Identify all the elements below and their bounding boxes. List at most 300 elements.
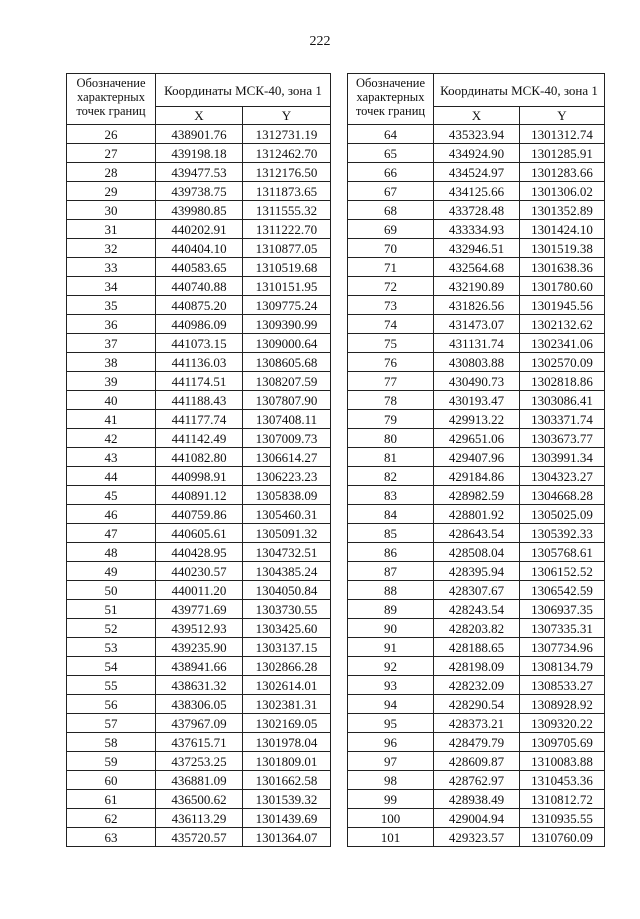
table-row [67, 657, 331, 676]
x-header: X [434, 107, 520, 125]
x-coordinate-cell: 434125.66 [434, 182, 520, 201]
point-number-cell: 98 [348, 771, 434, 790]
table-row [348, 334, 605, 353]
table-row [348, 619, 605, 638]
y-coordinate-cell: 1303371.74 [520, 410, 605, 429]
point-number-cell: 33 [67, 258, 156, 277]
x-coordinate-cell: 428188.65 [434, 638, 520, 657]
point-number-cell: 28 [67, 163, 156, 182]
x-coordinate-cell: 438306.05 [156, 695, 243, 714]
y-coordinate-cell: 1302818.86 [520, 372, 605, 391]
y-coordinate-cell: 1310453.36 [520, 771, 605, 790]
point-number-cell: 62 [67, 809, 156, 828]
x-coordinate-cell: 441142.49 [156, 429, 243, 448]
table-row [348, 239, 605, 258]
coords-header: Координаты МСК-40, зона 1 [156, 74, 331, 107]
table-row [348, 429, 605, 448]
y-coordinate-cell: 1305460.31 [243, 505, 331, 524]
x-coordinate-cell: 436500.62 [156, 790, 243, 809]
coordinates-table-right [347, 73, 605, 847]
y-coordinate-cell: 1301352.89 [520, 201, 605, 220]
y-coordinate-cell: 1310151.95 [243, 277, 331, 296]
x-coordinate-cell: 440011.20 [156, 581, 243, 600]
point-number-cell: 38 [67, 353, 156, 372]
table-row [348, 353, 605, 372]
point-number-cell: 97 [348, 752, 434, 771]
point-number-cell: 91 [348, 638, 434, 657]
table-row [67, 220, 331, 239]
table-row [348, 581, 605, 600]
y-coordinate-cell: 1303673.77 [520, 429, 605, 448]
table-row [67, 828, 331, 847]
table-row [348, 277, 605, 296]
point-number-cell: 86 [348, 543, 434, 562]
y-coordinate-cell: 1310935.55 [520, 809, 605, 828]
y-coordinate-cell: 1310877.05 [243, 239, 331, 258]
y-coordinate-cell: 1308533.27 [520, 676, 605, 695]
table-row [348, 201, 605, 220]
table-row [348, 391, 605, 410]
table-row [348, 828, 605, 847]
x-coordinate-cell: 428373.21 [434, 714, 520, 733]
y-coordinate-cell: 1306937.35 [520, 600, 605, 619]
table-row [67, 752, 331, 771]
x-coordinate-cell: 440891.12 [156, 486, 243, 505]
point-number-cell: 49 [67, 562, 156, 581]
x-coordinate-cell: 430193.47 [434, 391, 520, 410]
point-number-cell: 66 [348, 163, 434, 182]
table-row [67, 524, 331, 543]
x-coordinate-cell: 432564.68 [434, 258, 520, 277]
x-coordinate-cell: 435720.57 [156, 828, 243, 847]
point-number-cell: 69 [348, 220, 434, 239]
point-number-cell: 71 [348, 258, 434, 277]
table-row [67, 771, 331, 790]
table-row [348, 809, 605, 828]
point-number-cell: 46 [67, 505, 156, 524]
x-coordinate-cell: 428508.04 [434, 543, 520, 562]
x-coordinate-cell: 428243.54 [434, 600, 520, 619]
point-number-cell: 96 [348, 733, 434, 752]
point-number-cell: 55 [67, 676, 156, 695]
y-coordinate-cell: 1301439.69 [243, 809, 331, 828]
point-number-cell: 74 [348, 315, 434, 334]
table-row [348, 771, 605, 790]
point-number-cell: 87 [348, 562, 434, 581]
x-coordinate-cell: 439771.69 [156, 600, 243, 619]
point-number-cell: 44 [67, 467, 156, 486]
point-number-cell: 78 [348, 391, 434, 410]
y-coordinate-cell: 1308207.59 [243, 372, 331, 391]
table-row [67, 239, 331, 258]
y-coordinate-cell: 1306542.59 [520, 581, 605, 600]
x-coordinate-cell: 439477.53 [156, 163, 243, 182]
x-coordinate-cell: 428762.97 [434, 771, 520, 790]
table-row [67, 372, 331, 391]
table-row [67, 182, 331, 201]
x-coordinate-cell: 429651.06 [434, 429, 520, 448]
y-header: Y [520, 107, 605, 125]
point-number-cell: 30 [67, 201, 156, 220]
x-coordinate-cell: 432946.51 [434, 239, 520, 258]
table-row [67, 695, 331, 714]
point-number-cell: 75 [348, 334, 434, 353]
table-row [348, 163, 605, 182]
x-coordinate-cell: 428290.54 [434, 695, 520, 714]
table-row [348, 125, 605, 144]
x-coordinate-cell: 437615.71 [156, 733, 243, 752]
table-row [67, 505, 331, 524]
table-row [348, 638, 605, 657]
x-coordinate-cell: 428307.67 [434, 581, 520, 600]
point-number-cell: 59 [67, 752, 156, 771]
y-coordinate-cell: 1307734.96 [520, 638, 605, 657]
y-coordinate-cell: 1302381.31 [243, 695, 331, 714]
y-coordinate-cell: 1309320.22 [520, 714, 605, 733]
x-coordinate-cell: 428395.94 [434, 562, 520, 581]
x-coordinate-cell: 439738.75 [156, 182, 243, 201]
x-coordinate-cell: 440986.09 [156, 315, 243, 334]
y-coordinate-cell: 1301780.60 [520, 277, 605, 296]
point-number-cell: 37 [67, 334, 156, 353]
table-row [348, 372, 605, 391]
y-coordinate-cell: 1309705.69 [520, 733, 605, 752]
table-row [348, 714, 605, 733]
table-row [348, 296, 605, 315]
point-number-cell: 51 [67, 600, 156, 619]
point-number-cell: 72 [348, 277, 434, 296]
point-number-cell: 90 [348, 619, 434, 638]
point-number-cell: 68 [348, 201, 434, 220]
x-coordinate-cell: 428198.09 [434, 657, 520, 676]
x-coordinate-cell: 439980.85 [156, 201, 243, 220]
y-coordinate-cell: 1310760.09 [520, 828, 605, 847]
table-row [348, 676, 605, 695]
table-row [67, 676, 331, 695]
y-coordinate-cell: 1304385.24 [243, 562, 331, 581]
x-coordinate-cell: 429184.86 [434, 467, 520, 486]
x-coordinate-cell: 440759.86 [156, 505, 243, 524]
point-number-cell: 42 [67, 429, 156, 448]
x-coordinate-cell: 432190.89 [434, 277, 520, 296]
point-number-cell: 47 [67, 524, 156, 543]
point-number-cell: 27 [67, 144, 156, 163]
y-coordinate-cell: 1312731.19 [243, 125, 331, 144]
table-row [348, 543, 605, 562]
y-coordinate-cell: 1302866.28 [243, 657, 331, 676]
y-coordinate-cell: 1311555.32 [243, 201, 331, 220]
y-coordinate-cell: 1304050.84 [243, 581, 331, 600]
x-coordinate-cell: 433334.93 [434, 220, 520, 239]
point-number-cell: 95 [348, 714, 434, 733]
table-row [67, 809, 331, 828]
point-number-cell: 92 [348, 657, 434, 676]
y-coordinate-cell: 1305392.33 [520, 524, 605, 543]
y-coordinate-cell: 1306223.23 [243, 467, 331, 486]
x-coordinate-cell: 439235.90 [156, 638, 243, 657]
point-number-cell: 31 [67, 220, 156, 239]
point-number-cell: 73 [348, 296, 434, 315]
point-number-cell: 84 [348, 505, 434, 524]
point-number-cell: 93 [348, 676, 434, 695]
table-row [67, 258, 331, 277]
coords-header: Координаты МСК-40, зона 1 [434, 74, 605, 107]
y-coordinate-cell: 1302341.06 [520, 334, 605, 353]
x-coordinate-cell: 431131.74 [434, 334, 520, 353]
table-row [348, 467, 605, 486]
y-coordinate-cell: 1301519.38 [520, 239, 605, 258]
x-coordinate-cell: 429004.94 [434, 809, 520, 828]
point-number-cell: 26 [67, 125, 156, 144]
point-number-cell: 58 [67, 733, 156, 752]
table-row [67, 600, 331, 619]
point-number-cell: 81 [348, 448, 434, 467]
y-coordinate-cell: 1303137.15 [243, 638, 331, 657]
point-number-cell: 50 [67, 581, 156, 600]
y-coordinate-cell: 1301312.74 [520, 125, 605, 144]
x-coordinate-cell: 428479.79 [434, 733, 520, 752]
table-row [67, 429, 331, 448]
table-row [348, 524, 605, 543]
table-row [348, 733, 605, 752]
coordinates-table-left [66, 73, 331, 847]
table-row [67, 714, 331, 733]
table-row [348, 695, 605, 714]
point-number-cell: 60 [67, 771, 156, 790]
y-coordinate-cell: 1301809.01 [243, 752, 331, 771]
point-number-cell: 52 [67, 619, 156, 638]
x-coordinate-cell: 440875.20 [156, 296, 243, 315]
y-coordinate-cell: 1301638.36 [520, 258, 605, 277]
x-coordinate-cell: 440605.61 [156, 524, 243, 543]
y-coordinate-cell: 1308605.68 [243, 353, 331, 372]
point-number-cell: 77 [348, 372, 434, 391]
point-number-cell: 32 [67, 239, 156, 258]
x-header: X [156, 107, 243, 125]
table-row [348, 752, 605, 771]
y-coordinate-cell: 1305838.09 [243, 486, 331, 505]
x-coordinate-cell: 439198.18 [156, 144, 243, 163]
y-coordinate-cell: 1311222.70 [243, 220, 331, 239]
x-coordinate-cell: 428203.82 [434, 619, 520, 638]
point-number-cell: 83 [348, 486, 434, 505]
x-coordinate-cell: 441188.43 [156, 391, 243, 410]
y-coordinate-cell: 1309390.99 [243, 315, 331, 334]
designation-header: Обозначение характерных точек границ [348, 74, 434, 125]
x-coordinate-cell: 428938.49 [434, 790, 520, 809]
point-number-cell: 100 [348, 809, 434, 828]
y-coordinate-cell: 1304732.51 [243, 543, 331, 562]
point-number-cell: 94 [348, 695, 434, 714]
table-row [348, 562, 605, 581]
table-row [67, 144, 331, 163]
x-coordinate-cell: 438901.76 [156, 125, 243, 144]
point-number-cell: 29 [67, 182, 156, 201]
x-coordinate-cell: 430803.88 [434, 353, 520, 372]
table-row [67, 296, 331, 315]
x-coordinate-cell: 438941.66 [156, 657, 243, 676]
table-row [67, 391, 331, 410]
y-coordinate-cell: 1311873.65 [243, 182, 331, 201]
table-row [67, 163, 331, 182]
y-coordinate-cell: 1310519.68 [243, 258, 331, 277]
x-coordinate-cell: 436881.09 [156, 771, 243, 790]
point-number-cell: 65 [348, 144, 434, 163]
point-number-cell: 34 [67, 277, 156, 296]
y-coordinate-cell: 1302169.05 [243, 714, 331, 733]
x-coordinate-cell: 430490.73 [434, 372, 520, 391]
table-row [67, 486, 331, 505]
y-coordinate-cell: 1308928.92 [520, 695, 605, 714]
x-coordinate-cell: 429323.57 [434, 828, 520, 847]
table-row [67, 790, 331, 809]
y-coordinate-cell: 1303730.55 [243, 600, 331, 619]
point-number-cell: 88 [348, 581, 434, 600]
table-row [67, 448, 331, 467]
table-row [348, 657, 605, 676]
y-coordinate-cell: 1301945.56 [520, 296, 605, 315]
y-coordinate-cell: 1303086.41 [520, 391, 605, 410]
table-row [67, 467, 331, 486]
x-coordinate-cell: 434924.90 [434, 144, 520, 163]
x-coordinate-cell: 440230.57 [156, 562, 243, 581]
y-coordinate-cell: 1301662.58 [243, 771, 331, 790]
x-coordinate-cell: 439512.93 [156, 619, 243, 638]
y-coordinate-cell: 1309000.64 [243, 334, 331, 353]
point-number-cell: 99 [348, 790, 434, 809]
y-coordinate-cell: 1303425.60 [243, 619, 331, 638]
x-coordinate-cell: 440428.95 [156, 543, 243, 562]
y-coordinate-cell: 1304668.28 [520, 486, 605, 505]
x-coordinate-cell: 441082.80 [156, 448, 243, 467]
table-row [67, 581, 331, 600]
table-row [67, 562, 331, 581]
point-number-cell: 35 [67, 296, 156, 315]
table-row [348, 182, 605, 201]
y-coordinate-cell: 1301306.02 [520, 182, 605, 201]
y-coordinate-cell: 1304323.27 [520, 467, 605, 486]
table-row [67, 125, 331, 144]
y-coordinate-cell: 1301978.04 [243, 733, 331, 752]
point-number-cell: 70 [348, 239, 434, 258]
y-coordinate-cell: 1302570.09 [520, 353, 605, 372]
y-coordinate-cell: 1305091.32 [243, 524, 331, 543]
table-body-right [348, 125, 605, 847]
x-coordinate-cell: 428982.59 [434, 486, 520, 505]
y-coordinate-cell: 1307009.73 [243, 429, 331, 448]
y-coordinate-cell: 1312176.50 [243, 163, 331, 182]
table-row [67, 619, 331, 638]
point-number-cell: 45 [67, 486, 156, 505]
point-number-cell: 54 [67, 657, 156, 676]
table-row [67, 638, 331, 657]
point-number-cell: 63 [67, 828, 156, 847]
x-coordinate-cell: 431473.07 [434, 315, 520, 334]
x-coordinate-cell: 429407.96 [434, 448, 520, 467]
x-coordinate-cell: 440202.91 [156, 220, 243, 239]
table-row [67, 277, 331, 296]
table-row [348, 600, 605, 619]
x-coordinate-cell: 428643.54 [434, 524, 520, 543]
x-coordinate-cell: 440583.65 [156, 258, 243, 277]
y-coordinate-cell: 1302614.01 [243, 676, 331, 695]
y-coordinate-cell: 1310812.72 [520, 790, 605, 809]
table-row [348, 410, 605, 429]
point-number-cell: 43 [67, 448, 156, 467]
table-row [67, 201, 331, 220]
x-coordinate-cell: 441136.03 [156, 353, 243, 372]
designation-header: Обозначение характерных точек границ [67, 74, 156, 125]
x-coordinate-cell: 440740.88 [156, 277, 243, 296]
y-coordinate-cell: 1301283.66 [520, 163, 605, 182]
point-number-cell: 79 [348, 410, 434, 429]
y-coordinate-cell: 1301285.91 [520, 144, 605, 163]
point-number-cell: 82 [348, 467, 434, 486]
table-body-left [67, 125, 331, 847]
point-number-cell: 61 [67, 790, 156, 809]
y-coordinate-cell: 1305768.61 [520, 543, 605, 562]
point-number-cell: 76 [348, 353, 434, 372]
table-row [67, 334, 331, 353]
y-coordinate-cell: 1310083.88 [520, 752, 605, 771]
point-number-cell: 39 [67, 372, 156, 391]
x-coordinate-cell: 441177.74 [156, 410, 243, 429]
x-coordinate-cell: 429913.22 [434, 410, 520, 429]
x-coordinate-cell: 437253.25 [156, 752, 243, 771]
y-coordinate-cell: 1306152.52 [520, 562, 605, 581]
table-row [67, 353, 331, 372]
table-row [348, 220, 605, 239]
x-coordinate-cell: 434524.97 [434, 163, 520, 182]
x-coordinate-cell: 431826.56 [434, 296, 520, 315]
y-coordinate-cell: 1308134.79 [520, 657, 605, 676]
point-number-cell: 41 [67, 410, 156, 429]
table-row [67, 733, 331, 752]
y-coordinate-cell: 1306614.27 [243, 448, 331, 467]
table-row [348, 448, 605, 467]
y-coordinate-cell: 1312462.70 [243, 144, 331, 163]
point-number-cell: 48 [67, 543, 156, 562]
y-coordinate-cell: 1307408.11 [243, 410, 331, 429]
x-coordinate-cell: 433728.48 [434, 201, 520, 220]
point-number-cell: 80 [348, 429, 434, 448]
point-number-cell: 56 [67, 695, 156, 714]
y-coordinate-cell: 1307807.90 [243, 391, 331, 410]
page-number: 222 [309, 34, 331, 49]
x-coordinate-cell: 440998.91 [156, 467, 243, 486]
table-row [348, 144, 605, 163]
x-coordinate-cell: 440404.10 [156, 239, 243, 258]
x-coordinate-cell: 441073.15 [156, 334, 243, 353]
y-coordinate-cell: 1301424.10 [520, 220, 605, 239]
table-row [348, 258, 605, 277]
point-number-cell: 64 [348, 125, 434, 144]
x-coordinate-cell: 441174.51 [156, 372, 243, 391]
point-number-cell: 85 [348, 524, 434, 543]
x-coordinate-cell: 435323.94 [434, 125, 520, 144]
y-coordinate-cell: 1307335.31 [520, 619, 605, 638]
y-coordinate-cell: 1302132.62 [520, 315, 605, 334]
y-coordinate-cell: 1309775.24 [243, 296, 331, 315]
y-coordinate-cell: 1301364.07 [243, 828, 331, 847]
table-row [348, 790, 605, 809]
table-row [67, 543, 331, 562]
table-row [348, 486, 605, 505]
point-number-cell: 67 [348, 182, 434, 201]
table-row [67, 315, 331, 334]
x-coordinate-cell: 436113.29 [156, 809, 243, 828]
x-coordinate-cell: 428232.09 [434, 676, 520, 695]
